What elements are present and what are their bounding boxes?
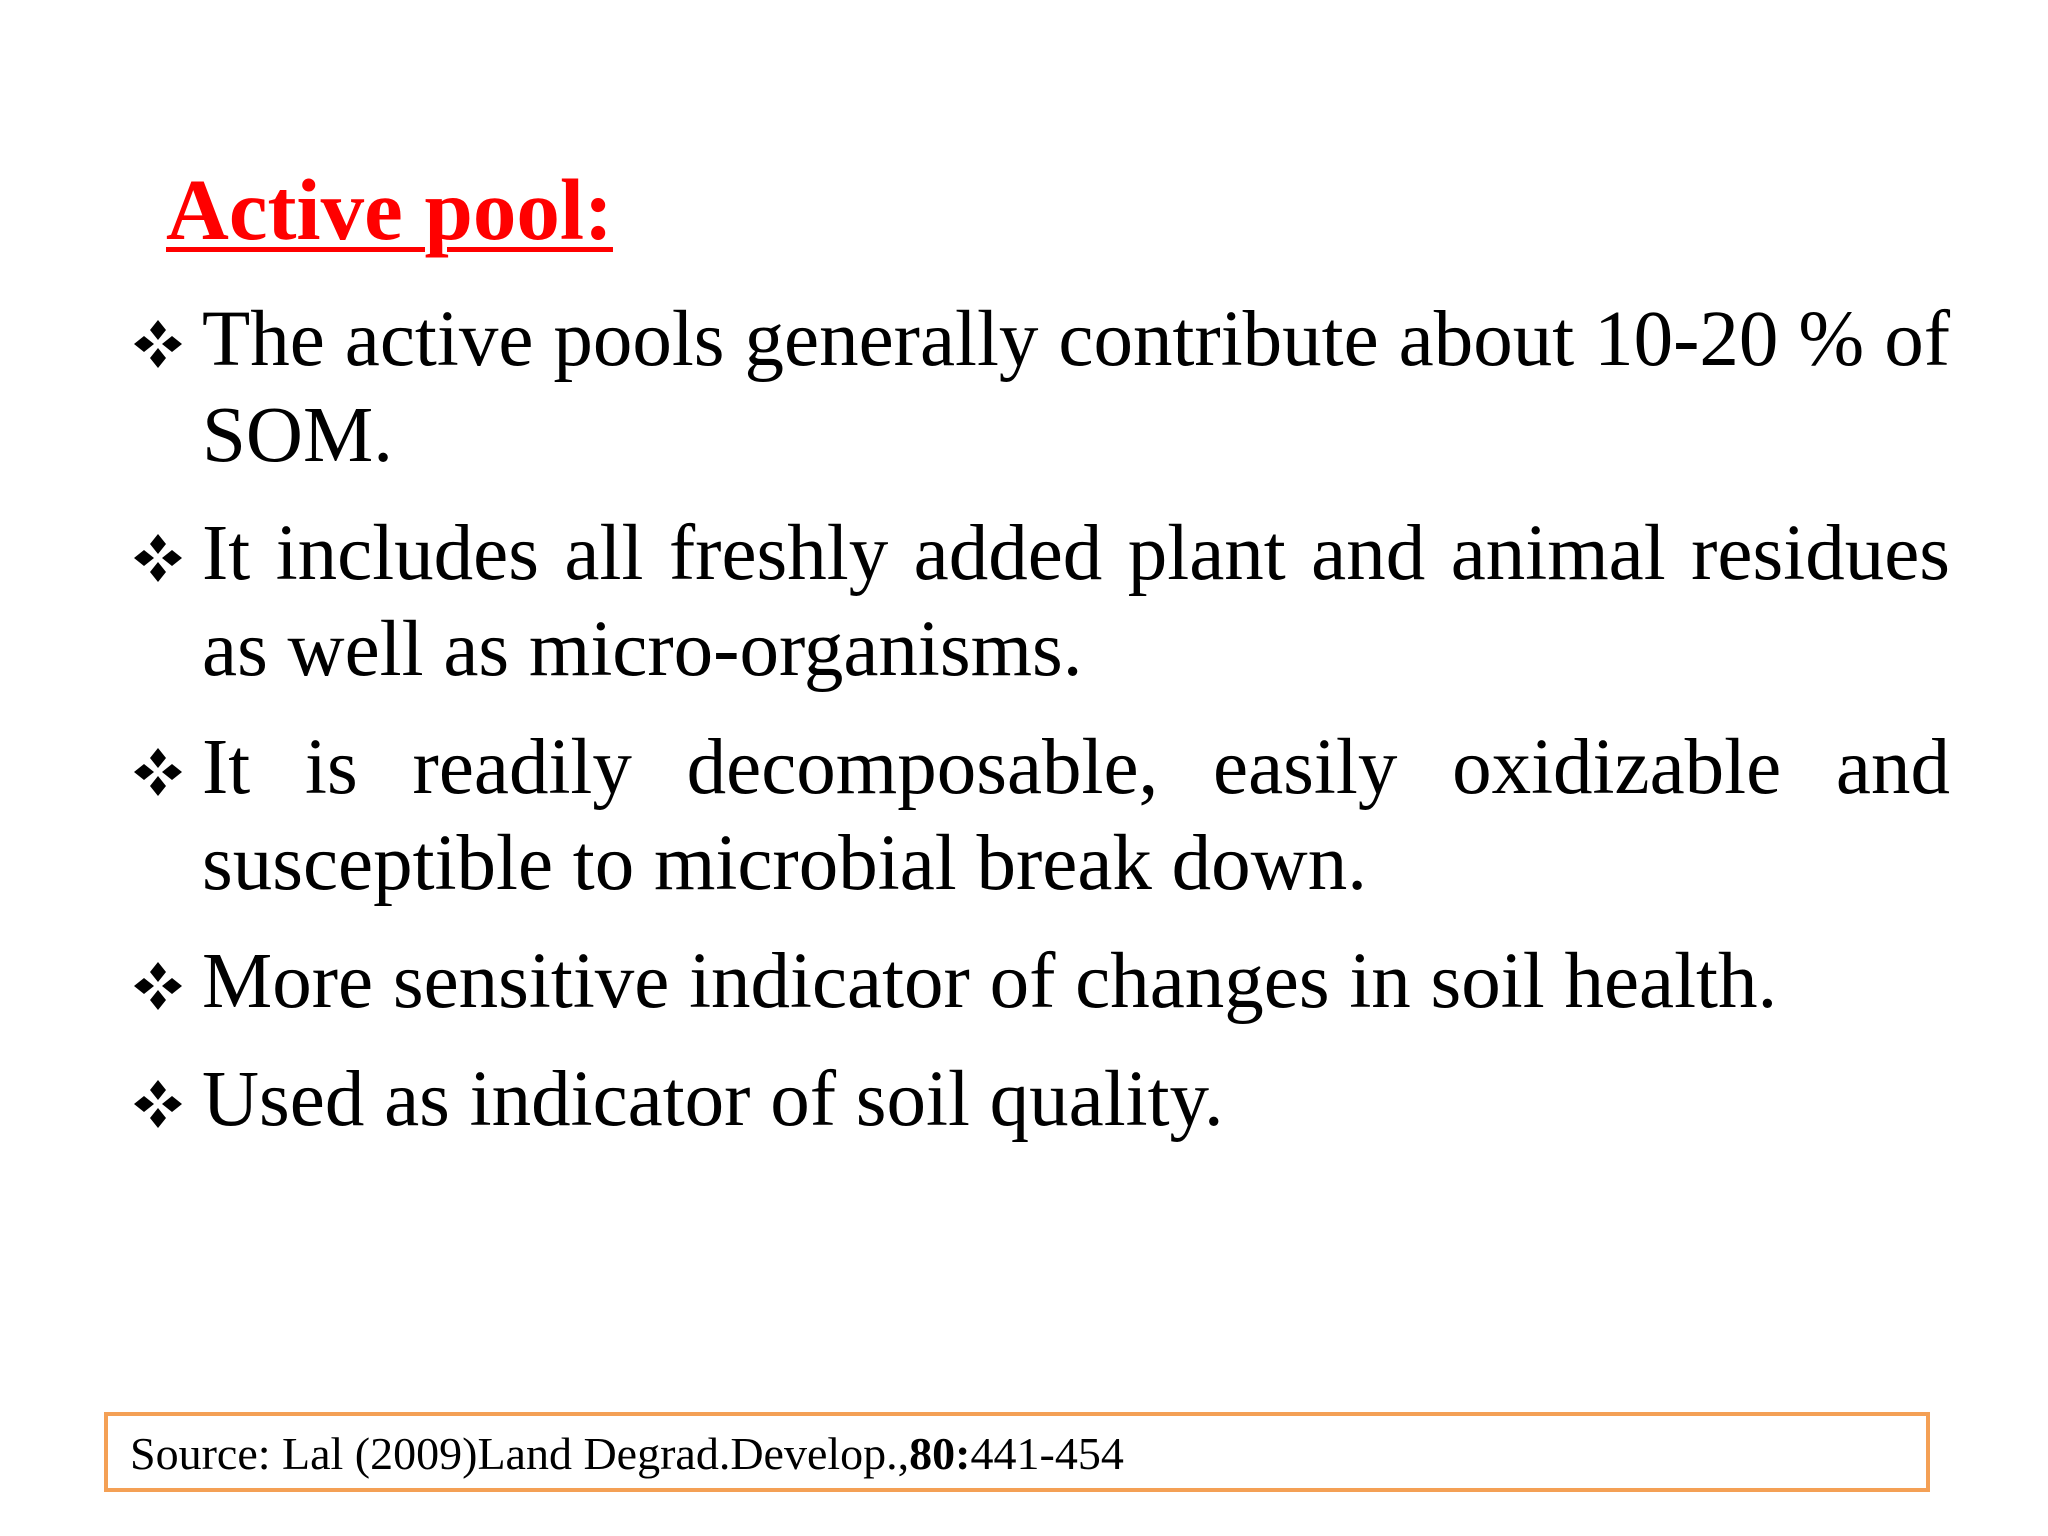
bullet-item xyxy=(130,720,1950,912)
bullet-text: More sensitive indicator of changes in soil health. xyxy=(202,938,1778,1025)
bullet-text: Used as indicator of soil quality. xyxy=(202,1056,1224,1143)
four-diamond-star-icon xyxy=(132,746,184,798)
four-diamond-star-icon xyxy=(132,318,184,370)
bullet-item xyxy=(130,1052,1950,1148)
source-pages: 441-454 xyxy=(970,1428,1124,1479)
bullet-text: It includes all freshly added plant and animal residues as well as micro-organisms. xyxy=(202,510,1950,693)
four-diamond-star-icon xyxy=(132,1078,184,1130)
bullet-item xyxy=(130,934,1950,1030)
source-citation-box xyxy=(104,1412,1930,1492)
source-prefix: Source: Lal (2009)Land Degrad.Develop., xyxy=(130,1428,910,1479)
bullet-list xyxy=(130,292,1950,1170)
source-volume: 80: xyxy=(909,1428,971,1479)
bullet-item xyxy=(130,506,1950,698)
bullet-text: It is readily decomposable, easily oxidizable and susceptible to microbial break down. xyxy=(202,724,1950,907)
slide-title: Active pool: xyxy=(166,161,613,258)
bullet-text: The active pools generally contribute about 10-20 % of SOM. xyxy=(202,296,1950,479)
four-diamond-star-icon xyxy=(132,960,184,1012)
four-diamond-star-icon xyxy=(132,532,184,584)
bullet-item xyxy=(130,292,1950,484)
source-citation xyxy=(130,1428,1124,1480)
